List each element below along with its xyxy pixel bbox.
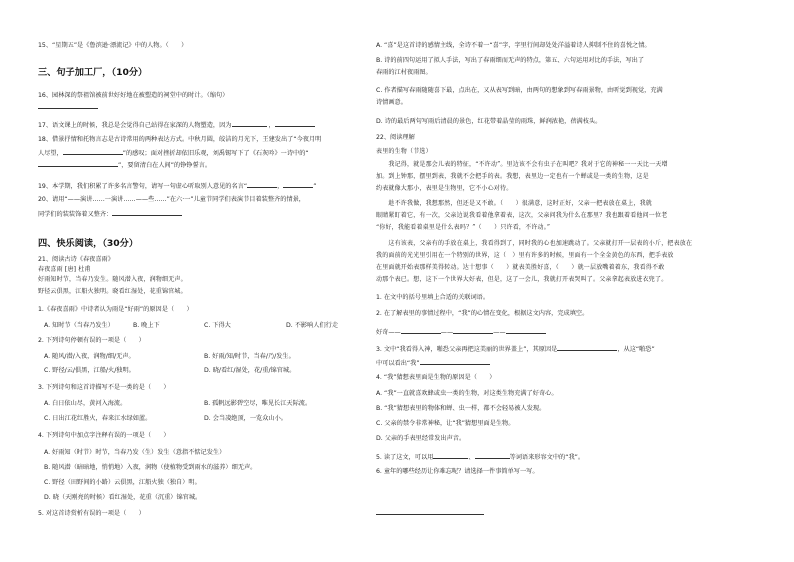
reading-q2: 2. 下列诗句停顿有误的一项是（ ） <box>38 337 145 344</box>
blank <box>63 148 123 155</box>
reading-q3-line-2 <box>376 358 490 368</box>
fill-text-a: 好奇—— <box>376 329 401 336</box>
reading-q4: 4. 下列诗句中加点字注释有误的一项是（ ） <box>38 432 170 439</box>
question-20-line-2 <box>38 209 182 219</box>
blank <box>401 327 441 334</box>
blank <box>475 452 510 459</box>
fill-text-b: —— <box>440 329 454 336</box>
passage-line: 在里面就开始表那样美得转动。达十想事（ ）就表美胜好喜，（ ）就一层放嘴着着东，我看得不敢 <box>376 264 665 271</box>
option-c-line-1[interactable]: C. 作者描写春雨随随喜下最，点出在，又从表写到暗，由两句的想象到写春雨景物，由听觉到视觉，充满 <box>376 87 663 94</box>
blank <box>506 327 546 334</box>
q5-text-b: 、 <box>468 454 475 461</box>
question-18-line-3 <box>38 160 211 170</box>
q19-text-b: ， <box>277 183 284 190</box>
blank <box>283 181 313 188</box>
passage-line: 这有该表，父亲有的手放在桌上，我看得到了，同时我的心也加速跳动了。父亲就打开一层表的小斤，把表放在 <box>376 240 693 247</box>
option-a[interactable]: A. 好雨知（时节）时节，当春乃发（生）发生（意指不惦记发生） <box>44 449 226 456</box>
blank <box>420 358 490 365</box>
answer-line-6 <box>376 514 484 515</box>
option-c-line-2: 诗情画意。 <box>376 99 407 106</box>
option-d[interactable]: D. 诗的最后两句写雨后清晨的景色，红花带着晶莹的雨珠，鲜润浓艳，蓓满枝头。 <box>376 118 602 125</box>
reading-q2-fill <box>376 327 546 337</box>
option-c[interactable]: C. 日出江花红胜火，春来江水绿如蓝。 <box>44 415 152 422</box>
option-d[interactable]: D. 晓（天刚亮的时候）看红湿处，花重（沉重）锦官城。 <box>44 494 202 501</box>
question-22: 22、阅读理解 <box>376 134 415 141</box>
q20-text-b: 同学们的装装饰着又整齐： <box>38 211 113 218</box>
option-a[interactable]: A. “我”一直就喜欢蜂或虫一类的生物，对这类生物充满了好奇心。 <box>376 390 558 397</box>
reading-q5: 5. 对这首诗赏析有误的一项是（ ） <box>38 510 145 517</box>
option-b[interactable]: B. 孤帆远影碧空尽，唯见长江天际流。 <box>204 400 312 407</box>
blank <box>453 327 493 334</box>
q3-text-c: 中可以看出“我” <box>376 360 420 367</box>
blank <box>38 160 118 167</box>
option-a[interactable]: A. “喜”是这首诗的感情主线，全诗不着一“喜”字，字里行间却处处洋溢着诗人抑制不住的喜悦之情。 <box>376 42 651 49</box>
option-c[interactable]: C. 父亲的禁令非常神秘，让“我”猜想里面是生物。 <box>376 420 515 427</box>
reading-q5 <box>376 452 584 462</box>
passage-line: 约表就像大那小，表里是生物里，它不小心对待。 <box>376 185 513 192</box>
passage-line: 我的面前的光光里引用在一个特别的世界，这（ ）里有许多的时候，里面有一个全金黄色的东西，把手表放 <box>376 252 674 259</box>
question-16: 16、园林深的祭祖馆被前世好好地在被塑造的祠堂中的时计。（缩句） <box>38 92 229 99</box>
option-b-line-1[interactable]: B. 诗的前四句运用了拟人手法，写出了春雨细而无声的特点，第五、六句运用对比的手法，写出了 <box>376 57 645 64</box>
option-c[interactable]: C. 野径（田野间的小路）云俱黑，江船火独（独自）明。 <box>44 479 201 486</box>
blank <box>275 120 315 127</box>
option-a[interactable]: A. 随风/潜/入夜，润物/细/无声。 <box>44 353 135 360</box>
blank <box>112 209 182 216</box>
question-17: 17、语文课上的时候，我总是会觉得自己站得在家深的人物塑造，因为 ， <box>38 120 315 130</box>
passage-line: “你好，我能看着桌里是什么表吗？”（ ）只许看，不许动。” <box>376 224 551 231</box>
question-17-text: 17、语文课上的时候，我总是会觉得自己站得在家深的人物塑造，因为 <box>38 122 232 129</box>
q3-text-b: ，从这“啪恐” <box>617 346 655 353</box>
option-a[interactable]: A. 知时节（当春乃发生） <box>44 322 114 329</box>
reading-q3-line-1 <box>376 344 655 354</box>
option-d[interactable]: D. 不影响人们行走 <box>286 322 339 329</box>
q18-text-b: 人尽望， <box>38 150 63 157</box>
question-18-line-1: 18、借景抒情和托物言志是古诗常用的两种表达方式。中秋月圆，皎洁的月光下，王建发出了“今夜月明 <box>38 136 322 143</box>
option-b[interactable]: B. 好雨/知/时节，当春/乃/发生。 <box>204 353 295 360</box>
blank <box>557 344 617 351</box>
passage-line: 加。到上钟那，摆里到表，我就不会把手的表。我想，表里边一定也有一个蝉或是一类的生物，这是 <box>376 173 649 180</box>
option-b[interactable]: B. 晚上下 <box>133 322 160 329</box>
option-b[interactable]: B. 随风潜（暗暗地，悄悄地）入夜，润物（使植物受到雨水的滋养）细无声。 <box>44 464 257 471</box>
question-20-line-1: 20、请用“——演讲……一演讲……——些……”在六·一”儿童节同学们表演节目着装整齐的情景， <box>38 196 305 203</box>
passage-title: 表里的生物（节选） <box>376 148 432 155</box>
blank <box>247 181 277 188</box>
q18-text-c: ”的感叹；面对挫折却依旧乐观，刘禹锡写下了《石灰吟》一诗中的“ <box>122 150 309 157</box>
poem-line-2: 野径云俱黑，江船火独明。晓看红湿处，花重锦官城。 <box>38 288 187 295</box>
blank <box>433 452 468 459</box>
passage-line: 我记得，就是那会儿表的特征，“不许动”。里边该不会有虫子在叫吧？我对于它的神秘一一天比一天增 <box>376 161 668 168</box>
section-3-title: 三、句子加工厂，（10分） <box>38 67 148 78</box>
reading-q3: 3. 下列诗句和这首诗描写不是一类的是（ ） <box>38 384 170 391</box>
q19-text-c: ” <box>313 183 317 190</box>
option-d[interactable]: D. 会当凌绝顶，一览众山小。 <box>204 415 287 422</box>
q3-text-a: 3. 文中“我看得入神，啪恐父亲再把这美丽的世界盖上”，其原因是 <box>376 346 558 353</box>
option-d[interactable]: D. 晓/看红/湿处，花/重/锦官城。 <box>204 367 296 374</box>
fill-text-c: —— <box>493 329 506 336</box>
option-c[interactable]: C. 野径/云/俱黑，江船/火/独明。 <box>44 367 135 374</box>
reading-q1: 1. 在文中的括号里填上合适的关联词语。 <box>376 294 490 301</box>
reading-q6: 6. 童年的哪些经历让你难忘呢？请选择一件事简单写一写。 <box>376 468 539 475</box>
option-d[interactable]: D. 父亲的手表里经常发出声音。 <box>376 435 466 442</box>
option-b[interactable]: B. “我”猜想表里的物体和蝉、虫一样，都不会轻易被人发现。 <box>376 405 546 412</box>
q5-text-a: 5. 读了这文，可以用 <box>376 454 434 461</box>
reading-q1: 1.《春夜喜雨》中诗者认为雨是“好雨”的原因是（ ） <box>38 306 193 313</box>
passage-line: 趁不许我做，我想那然，但还是又不敢。（ ）很满意，这时正好，父亲一把表放在桌上，我就 <box>376 200 653 207</box>
question-15: 15、“星期五”是《鲁滨逊·漂流记》中的人物。（ ） <box>38 42 188 49</box>
question-19 <box>38 181 316 191</box>
option-a[interactable]: A. 白日依山尽，黄河入海流。 <box>44 400 127 407</box>
question-21: 21、阅读古诗《春夜喜雨》 <box>38 256 114 263</box>
q18-text-d: ”，要留清白在人间”的铮铮誓言。 <box>118 162 212 169</box>
poem-line-1: 好雨知时节，当春乃发生。随风潜入夜，润物细无声。 <box>38 276 187 283</box>
q5-text-c: 等词语来形容文中的“我”。 <box>509 454 585 461</box>
passage-line: 眼睛紧盯着它，有一次，父亲边说我看着他拿着表，这次，父亲问我为什么在那里？我也跟着看他问一位老 <box>376 212 668 219</box>
blank <box>232 120 267 127</box>
section-4-title: 四、快乐阅读，（30分） <box>38 238 139 249</box>
option-b-line-2: 春雨的江村夜雨图。 <box>376 69 432 76</box>
reading-q4: 4. “我”猜想表里面是生物的原因是（ ） <box>376 374 496 381</box>
option-c[interactable]: C. 下得大 <box>204 322 231 329</box>
q19-text-a: 19、本学期，我们积累了许多名言警句，请写一句虚心听取别人意见的名言“ <box>38 183 248 190</box>
poem-title: 春夜喜雨 [唐] 杜甫 <box>38 266 91 273</box>
answer-line-16 <box>38 108 98 109</box>
question-18-line-2 <box>38 148 309 158</box>
passage-line: 动那个表已。想，这下一个世界大好表，但是，这了一会儿，我就打开表哭叫了。父亲拿起表放进衣兜了。 <box>376 276 668 283</box>
reading-q2: 2. 在了解表里的事情过程中，“我”的心情在变化，根据这文内容，完成填空。 <box>376 310 589 317</box>
